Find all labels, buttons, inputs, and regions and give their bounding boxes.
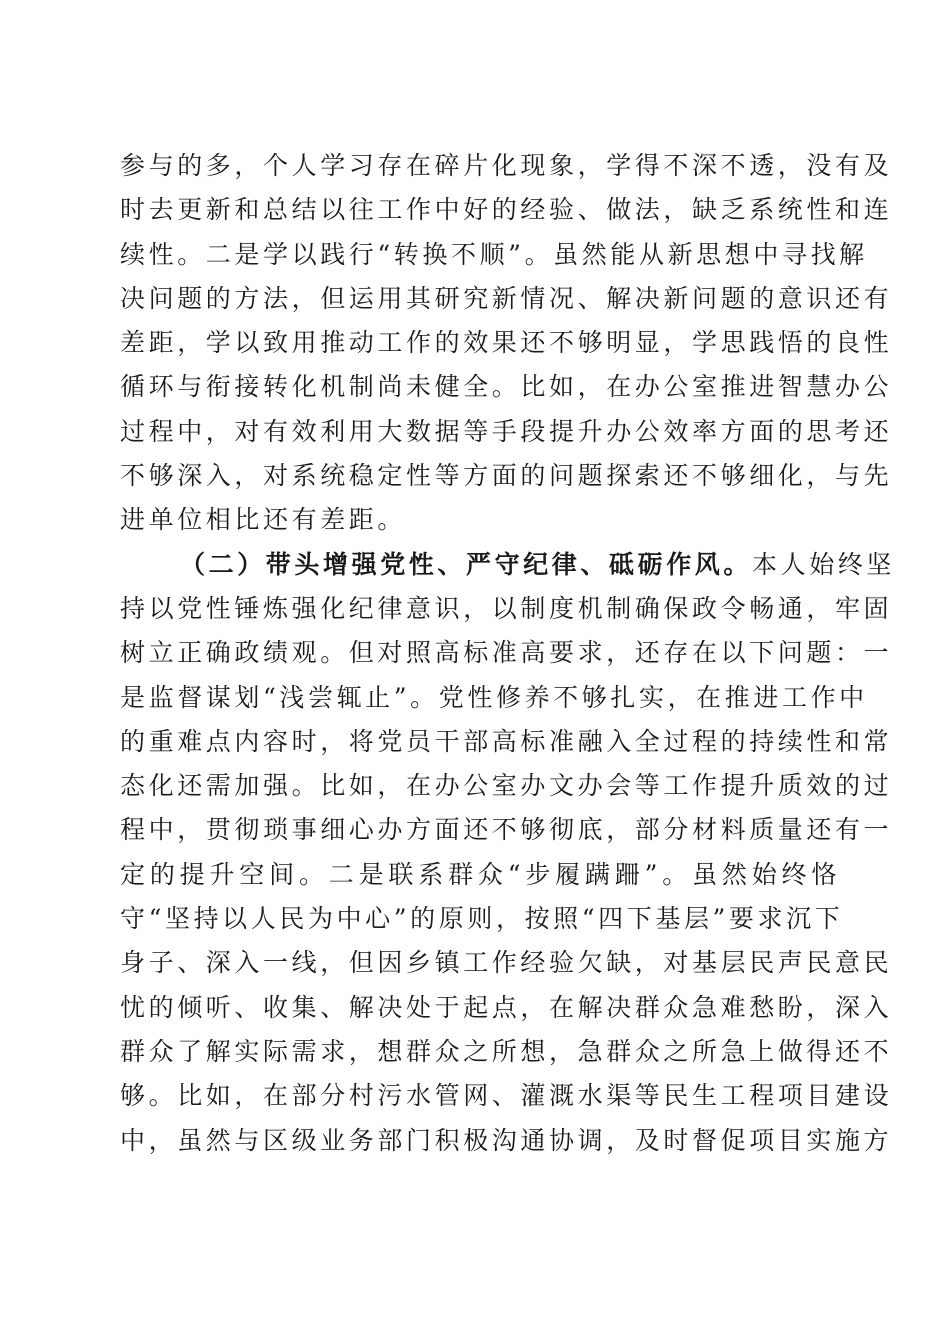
paragraph-1-line-8: 不够深入，对系统稳定性等方面的问题探索还不够细化，与先 xyxy=(120,461,893,491)
paragraph-2-line-11: 忧的倾听、收集、解决处于起点，在解决群众急难愁盼，深入 xyxy=(120,992,893,1022)
paragraph-1-line-1: 参与的多，个人学习存在碎片化现象，学得不深不透，没有及 xyxy=(120,151,893,180)
paragraph-1-line-4: 决问题的方法，但运用其研究新情况、解决新问题的意识还有 xyxy=(120,283,893,313)
paragraph-1-line-5: 差距，学以致用推动工作的效果还不够明显，学思践悟的良性 xyxy=(120,328,893,358)
paragraph-2-line-2: 持以党性锤炼强化纪律意识，以制度机制确保政令畅通，牢固 xyxy=(120,593,893,623)
paragraph-2-line-14: 中，虽然与区级业务部门积极沟通协调，及时督促项目实施方 xyxy=(120,1125,893,1155)
paragraph-1-line-7: 过程中，对有效利用大数据等手段提升办公效率方面的思考还 xyxy=(120,416,893,446)
paragraph-2-line-13: 够。比如，在部分村污水管网、灌溉水渠等民生工程项目建设 xyxy=(120,1081,893,1111)
paragraph-2-line-3: 树立正确政绩观。但对照高标准高要求，还存在以下问题：一 xyxy=(120,638,893,668)
paragraph-2-line-8: 定的提升空间。二是联系群众“步履蹒跚”。虽然始终恪 xyxy=(120,859,840,889)
section-heading: （二）带头增强党性、严守纪律、砥砺作风。 xyxy=(180,549,753,579)
paragraph-2-line-6: 态化还需加强。比如，在办公室办文办会等工作提升质效的过 xyxy=(120,771,893,801)
paragraph-1-line-2: 时去更新和总结以往工作中好的经验、做法，缺乏系统性和连 xyxy=(120,195,893,225)
paragraph-2-line-10: 身子、深入一线，但因乡镇工作经验欠缺，对基层民声民意民 xyxy=(120,948,893,978)
paragraph-2-line-4: 是监督谋划“浅尝辄止”。党性修养不够扎实，在推进工作中 xyxy=(120,682,868,712)
paragraph-2-line-12: 群众了解实际需求，想群众之所想，急群众之所急上做得还不 xyxy=(120,1036,893,1066)
paragraph-2-line-9: 守“坚持以人民为中心”的原则，按照“四下基层”要求沉下 xyxy=(120,904,844,934)
paragraph-1-line-6: 循环与衔接转化机制尚未健全。比如，在办公室推进智慧办公 xyxy=(120,372,893,402)
document-body xyxy=(120,144,896,1163)
paragraph-2-line-1 xyxy=(120,543,896,587)
paragraph-2-line-7: 程中，贯彻琐事细心办方面还不够彻底，部分材料质量还有一 xyxy=(120,815,893,845)
paragraph-1-line-3: 续性。二是学以践行“转换不顺”。虽然能从新思想中寻找解 xyxy=(120,239,868,269)
paragraph-2-line-5: 的重难点内容时，将党员干部高标准融入全过程的持续性和常 xyxy=(120,726,893,756)
paragraph-1-line-9: 进单位相比还有差距。 xyxy=(120,505,407,535)
paragraph-2-first-rest: 本人始终坚 xyxy=(752,549,896,579)
